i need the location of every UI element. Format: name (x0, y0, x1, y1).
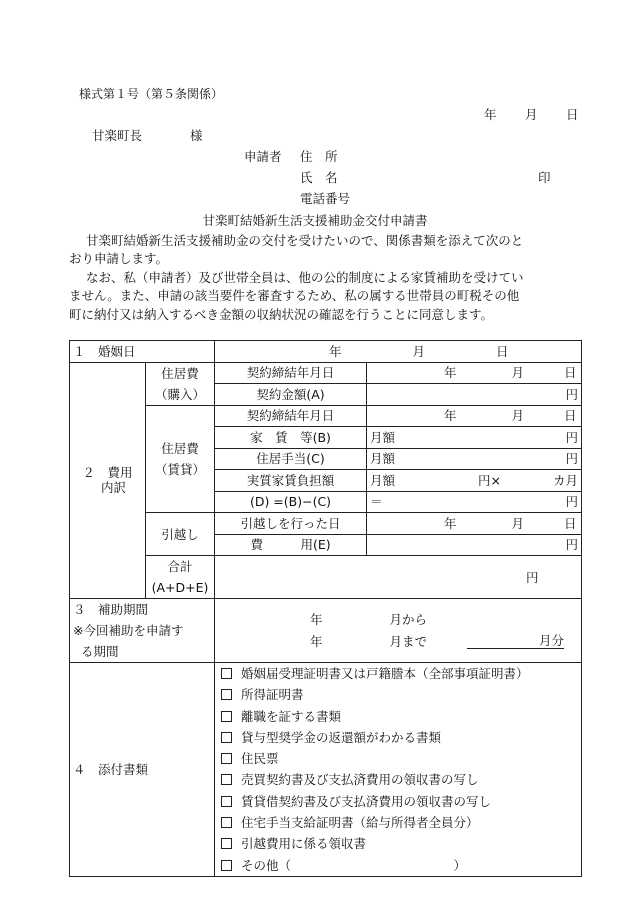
housing-allowance-value[interactable] (367, 448, 582, 470)
attachment-label: 所得証明書 (241, 687, 304, 703)
period-from-label: 月から (389, 612, 428, 627)
attachment-label: 売買契約書及び支払済費用の領収書の写し (241, 772, 479, 788)
total-label-line-2: (A+D+E) (151, 580, 209, 595)
unit-month: 月 (511, 365, 525, 381)
attachment-item[interactable] (221, 791, 578, 812)
period-to-label: 月まで (389, 634, 428, 649)
addressee: 甘楽町長 (92, 128, 143, 143)
period-from-year: 年 (310, 612, 323, 627)
moving-date-label: 引越しを行った日 (215, 513, 367, 535)
date-month-label: 月 (525, 107, 538, 122)
attachment-label: 婚姻届受理証明書又は戸籍謄本（全部事項証明書） (241, 666, 529, 681)
attachment-item[interactable] (221, 812, 578, 833)
period-label-line-3: る期間 (81, 644, 119, 659)
consent-line-3: 町に納付又は納入するべき金額の収納状況の確認を行うことに同意します。 (69, 306, 494, 322)
rent-label: 家 賃 等(B) (215, 427, 367, 449)
attachment-item[interactable] (221, 855, 578, 876)
checkbox[interactable] (221, 796, 232, 807)
unit-yen: 円 (565, 537, 579, 553)
attachments-label: ４ 添付書類 (70, 663, 215, 877)
moving-cost-label: 費 用(E) (215, 534, 367, 556)
marriage-year-unit: 年 (329, 343, 342, 359)
unit-day: 日 (564, 515, 577, 531)
marriage-day-unit: 日 (496, 343, 509, 359)
date-day-label: 日 (566, 107, 579, 122)
attachments-row (70, 663, 582, 877)
total-value[interactable] (215, 556, 582, 599)
total-row (70, 556, 582, 599)
checkbox[interactable] (221, 838, 232, 849)
contract-amount-label: 契約金額(A) (215, 384, 367, 406)
application-table (69, 340, 582, 877)
rent-contract-date-value[interactable] (367, 405, 582, 427)
period-label-line-1: ３ 補助期間 (73, 602, 149, 617)
period-label-line-2: ※今回補助を申請す (73, 623, 184, 638)
checkbox[interactable] (221, 668, 232, 679)
months-count-unit: カ月 (553, 472, 579, 488)
marriage-date-row (70, 341, 582, 363)
purchase-housing-label (146, 362, 215, 405)
attachment-item[interactable] (221, 769, 578, 790)
checkbox[interactable] (221, 817, 232, 828)
unit-yen: 円 (565, 429, 579, 445)
attachment-label: 離職を証する書類 (241, 708, 342, 724)
unit-yen: 円 (526, 569, 539, 585)
addressee-suffix: 様 (190, 128, 203, 143)
subsidy-period-row (70, 599, 582, 663)
yen-times: 円× (478, 472, 502, 488)
checkbox[interactable] (221, 860, 232, 871)
period-to-year: 年 (310, 634, 323, 649)
unit-yen: 円 (565, 451, 579, 467)
actual-rent-formula: (D) =(B)−(C) (215, 491, 367, 513)
attachment-label: 賃貸借契約書及び支払済費用の領収書の写し (241, 793, 492, 809)
rental-housing-label (146, 405, 215, 513)
intro-paragraph (69, 232, 569, 324)
attachment-item[interactable] (221, 663, 578, 684)
monthly-label: 月額 (370, 472, 396, 488)
period-months-field[interactable]: 月分 (467, 634, 564, 649)
attachment-item[interactable] (221, 706, 578, 727)
name-label: 氏 名 (300, 170, 338, 185)
actual-rent-total-value[interactable] (367, 491, 582, 513)
moving-date-value[interactable] (367, 513, 582, 535)
unit-year: 年 (444, 408, 457, 424)
rent-value[interactable] (367, 427, 582, 449)
marriage-month-unit: 月 (412, 343, 426, 359)
intro-line-2: おり申請します。 (69, 251, 169, 267)
intro-line-1: 甘楽町結婚新生活支援補助金の交付を受けたいので、関係書類を添えて次のと (86, 233, 524, 248)
actual-rent-monthly-value[interactable] (367, 470, 582, 492)
unit-yen: 円 (565, 494, 579, 510)
phone-label: 電話番号 (300, 191, 351, 206)
purchase-contract-date-row (70, 362, 582, 384)
attachment-label: 住宅手当支給証明書（給与所得者全員分） (241, 815, 479, 831)
document-title: 甘楽町結婚新生活支援補助金交付申請書 (202, 213, 428, 228)
equals-sign: ＝ (370, 494, 383, 510)
actual-rent-label: 実質家賃負担額 (215, 470, 367, 492)
checkbox[interactable] (221, 689, 232, 700)
unit-day: 日 (564, 365, 577, 381)
cost-label-line-2: 内訳 (100, 480, 126, 496)
purchase-contract-date-label: 契約締結年月日 (215, 362, 367, 384)
cost-breakdown-label (70, 362, 146, 599)
checkbox[interactable] (221, 732, 232, 743)
subsidy-period-label (70, 599, 215, 663)
subsidy-period-value[interactable] (215, 599, 582, 663)
unit-month: 月 (511, 515, 525, 531)
moving-cost-value[interactable] (367, 534, 582, 556)
attachments-list (215, 663, 582, 877)
attachment-item[interactable] (221, 833, 578, 854)
rent-contract-date-label: 契約締結年月日 (215, 405, 367, 427)
purchase-label-line-2: （購入） (155, 386, 206, 402)
applicant-label: 申請者 (244, 149, 282, 164)
unit-day: 日 (564, 408, 577, 424)
attachment-label: 引越費用に係る領収書 (241, 836, 367, 852)
cost-label-line-1: ２ 費用 (82, 465, 133, 481)
checkbox[interactable] (221, 753, 232, 764)
attachment-item[interactable] (221, 684, 578, 705)
unit-year: 年 (444, 365, 457, 381)
total-label (146, 556, 215, 599)
attachment-label: 貸与型奨学金の返還額がわかる書類 (241, 729, 442, 745)
moving-date-row (70, 513, 582, 535)
housing-allowance-label: 住居手当(C) (215, 448, 367, 470)
address-label: 住 所 (300, 149, 338, 164)
date-year-label: 年 (484, 107, 497, 122)
purchase-contract-date-value[interactable] (367, 362, 582, 384)
contract-amount-value[interactable] (367, 384, 582, 406)
purchase-label-line-1: 住居費 (161, 365, 199, 381)
marriage-date-label: １ 婚姻日 (70, 341, 215, 363)
attachment-item[interactable] (221, 727, 578, 748)
attachment-item[interactable] (221, 748, 578, 769)
monthly-label: 月額 (370, 451, 396, 467)
total-label-line-1: 合計 (167, 559, 193, 574)
unit-month: 月 (511, 408, 525, 424)
attachment-label: 住民票 (241, 751, 279, 767)
rent-contract-date-row (70, 405, 582, 427)
monthly-label: 月額 (370, 429, 396, 445)
rent-label-line-2: （賃貸） (155, 461, 206, 477)
unit-year: 年 (444, 515, 457, 531)
unit-yen: 円 (565, 386, 579, 402)
rent-label-line-1: 住居費 (161, 440, 199, 456)
form-number: 様式第１号（第５条関係） (79, 87, 224, 101)
consent-line-2: ません。また、申請の該当要件を審査するため、私の属する世帯員の町税その他 (69, 288, 520, 304)
moving-label: 引越し (146, 513, 215, 556)
marriage-date-value[interactable] (215, 341, 582, 363)
seal-mark: 印 (538, 170, 551, 185)
checkbox[interactable] (221, 711, 232, 722)
consent-line-1: なお、私（申請者）及び世帯全員は、他の公的制度による家賃補助を受けてい (86, 269, 524, 285)
checkbox[interactable] (221, 774, 232, 785)
attachment-label: その他（ ） (241, 857, 467, 873)
